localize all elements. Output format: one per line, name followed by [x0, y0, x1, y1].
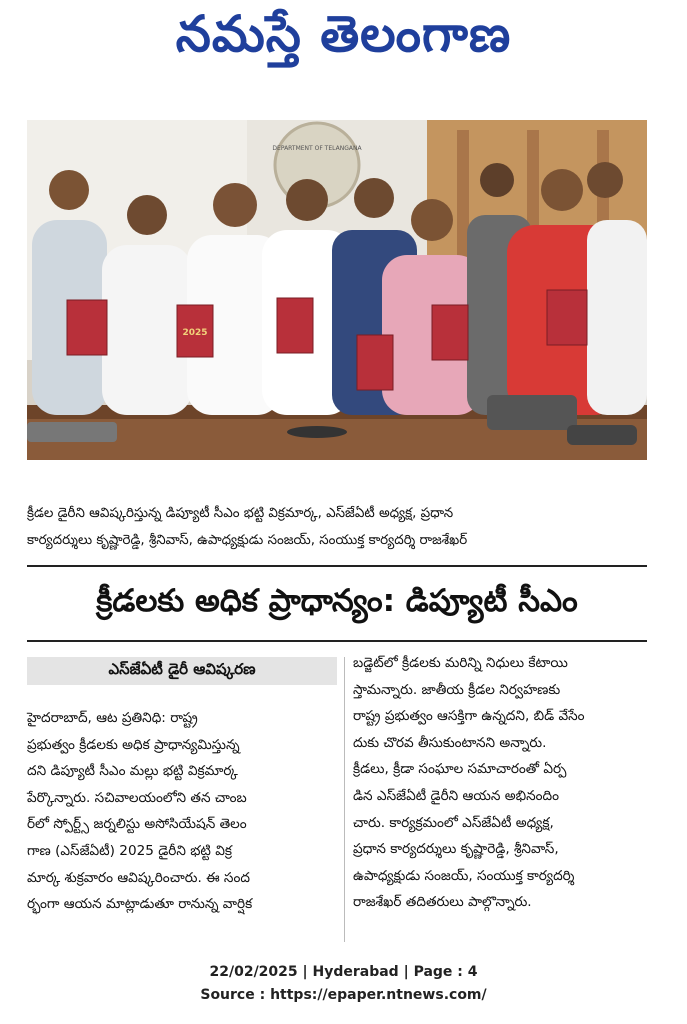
article-line: క్రీడలు, క్రీడా సంఘాల సమాచారంతో ఏర్ప: [353, 761, 567, 778]
divider: [27, 640, 647, 642]
news-photo-illustration: [27, 120, 647, 460]
article-line: దుకు చొరవ తీసుకుంటానని అన్నారు.: [353, 734, 547, 751]
article-line: రాష్ట్ర ప్రభుత్వం ఆసక్తిగా ఉన్నదని, బిడ్ వేసేం: [353, 708, 585, 725]
footer-source-line: Source : https://epaper.ntnews.com/: [200, 987, 487, 1003]
article-column-left: [27, 705, 337, 918]
article-line: డిన ఎస్‌జేఏటీ డైరీని ఆయన అభినందిం: [353, 787, 560, 804]
article-line: ప్రధాన కార్యదర్శులు కృష్ణారెడ్డి, శ్రీనివాస్,: [353, 841, 559, 858]
article-line: ర్భంగా ఆయన మాట్లాడుతూ రానున్న వార్షిక: [27, 896, 253, 913]
article-line: చారు. కార్యక్రమంలో ఎస్‌జేఏటీ అధ్యక్ష,: [353, 814, 554, 831]
footer-date-line: 22/02/2025 | Hyderabad | Page : 4: [209, 964, 478, 980]
article-line: రాజశేఖర్ తదితరులు పాల్గొన్నారు.: [353, 894, 532, 911]
news-photo: [27, 120, 647, 460]
article-line: హైదరాబాద్, ఆట ప్రతినిధి: రాష్ట్ర: [27, 710, 198, 726]
masthead: [0, 0, 687, 80]
photo-diary-label: 2025: [182, 328, 208, 338]
photo-board-text: DEPARTMENT OF TELANGANA: [272, 145, 362, 152]
article-line: మార్క శుక్రవారం ఆవిష్కరించారు. ఈ సంద: [27, 869, 250, 886]
article-line: ఉపాధ్యక్షుడు సంజయ్, సంయుక్త కార్యదర్శి: [353, 867, 575, 884]
article-line: ప్రభుత్వం క్రీడలకు అధిక ప్రాధాన్యమిస్తున్న: [27, 736, 240, 753]
article-column-right: [353, 650, 648, 916]
caption-line: క్రీడల డైరీని ఆవిష్కరిస్తున్న డిప్యూటీ సీఎం భట్టి విక్రమార్క, ఎస్‌జేఏటీ అధ్యక్ష, ప్రధాన: [27, 506, 454, 521]
article-line: బడ్జెట్‌లో క్రీడలకు మరిన్ని నిధులు కేటాయి: [353, 655, 568, 671]
article-line: గాణ (ఎస్‌జేఏటీ) 2025 డైరీని భట్టి విక్ర: [27, 842, 232, 859]
article-headline: క్రీడలకు అధిక ప్రాధాన్యం: డిప్యూటీ సీఎం: [96, 583, 578, 619]
caption-line: కార్యదర్శులు కృష్ణారెడ్డి, శ్రీనివాస్, ఉపాధ్యక్షుడు సంజయ్, సంయుక్త కార్యదర్శి రాజశేఖర్: [27, 533, 468, 548]
masthead-title: నమస్తే తెలంగాణ: [175, 4, 512, 63]
article-line: దని డిప్యూటీ సీఎం మల్లు భట్టి విక్రమార్క: [27, 763, 238, 780]
article-line: పేర్కొన్నారు. సచివాలయంలోని తన చాంబ: [27, 789, 247, 806]
article-line: ర్‌లో స్పోర్ట్స్ జర్నలిస్టు అసోసియేషన్ తెలం: [27, 816, 247, 833]
article-kicker: ఎస్‌జేఏటీ డైరీ ఆవిష్కరణ: [27, 657, 337, 685]
photo-caption: [27, 500, 647, 554]
column-divider: [344, 657, 345, 942]
article-line: స్తామన్నారు. జాతీయ క్రీడల నిర్వహణకు: [353, 681, 561, 698]
divider: [27, 565, 647, 567]
